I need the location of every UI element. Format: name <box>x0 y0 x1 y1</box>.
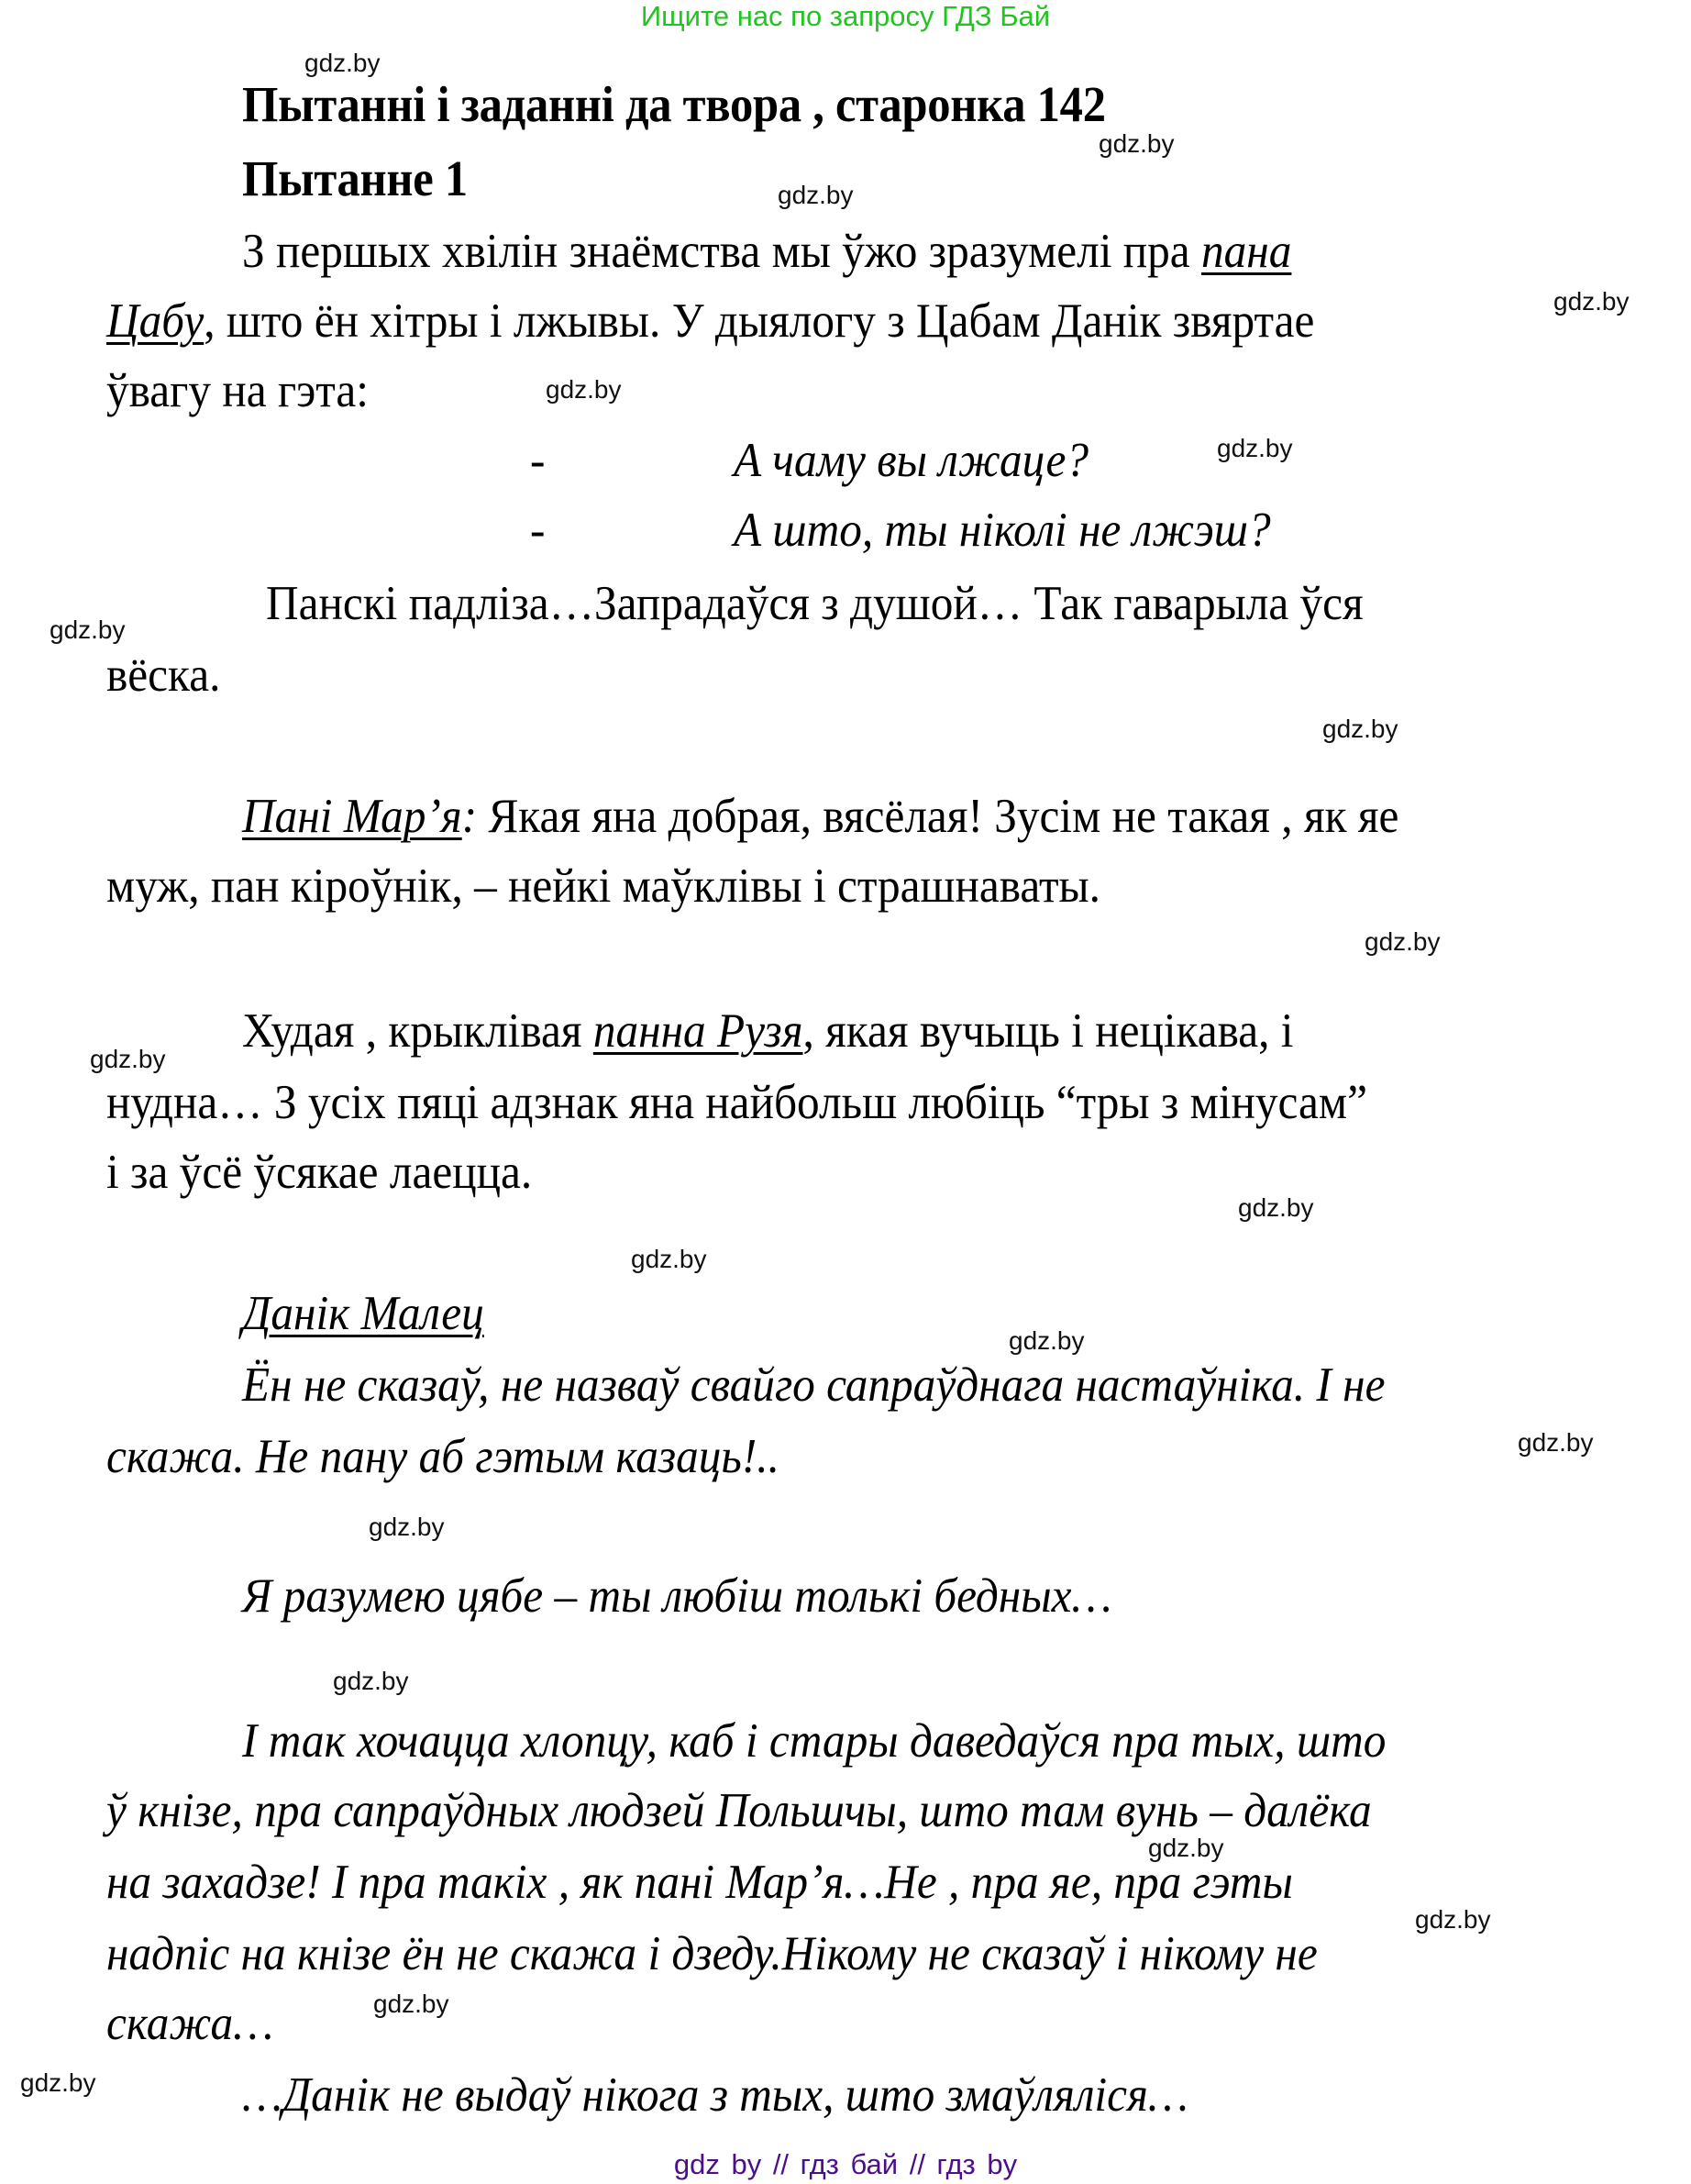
watermark: gdz.by <box>1148 1834 1224 1862</box>
dialogue-line: А чаму вы лжаце? <box>734 434 1089 487</box>
quote-3-line-5: скажа… <box>106 1997 274 2050</box>
watermark: gdz.by <box>1518 1428 1594 1457</box>
paragraph-1-line-2 <box>106 294 1314 349</box>
paragraph-4-line-2: нудна… З усіх пяці адзнак яна найбольш любіць “тры з мінусам” <box>106 1076 1367 1129</box>
watermark: gdz.by <box>1415 1905 1491 1934</box>
paragraph-4-line-1 <box>242 1003 1293 1059</box>
watermark: gdz.by <box>1238 1193 1314 1222</box>
character-name-marya: Пані Мар’я <box>242 790 462 843</box>
footer-links[interactable]: gdz by // гдз бай // гдз by <box>673 2148 1018 2180</box>
watermark: gdz.by <box>90 1045 166 1073</box>
paragraph-3-line-1 <box>242 789 1398 844</box>
watermark: gdz.by <box>1009 1326 1085 1355</box>
page-title: Пытанні і заданні да твора , старонка 142 <box>242 76 1106 132</box>
watermark: gdz.by <box>1322 715 1398 743</box>
paragraph-2-line-2: вёска. <box>106 649 221 702</box>
character-name-ruzya: панна Рузя <box>592 1004 803 1058</box>
paragraph-1-line-1 <box>242 224 1291 279</box>
quote-1-line-1: Ён не сказаў, не назваў свайго сапраўднага настаўніка. І не <box>242 1358 1386 1412</box>
question-heading: Пытанне 1 <box>242 150 468 206</box>
dialogue-dash: - <box>530 504 546 557</box>
character-name-tsab: пана <box>1201 225 1292 278</box>
quote-3-line-3: на захадзе! І пра такіх , як пані Мар’я…Не , пра яе, пра гэты <box>106 1856 1293 1909</box>
character-name-tsab: Цабу <box>106 294 204 348</box>
paragraph-4-line-3: і за ўсё ўсякае лаецца. <box>106 1146 533 1199</box>
watermark: gdz.by <box>1099 129 1175 158</box>
quote-4: …Данік не выдаў нікога з тых, што змаўляліся… <box>242 2068 1188 2122</box>
text: Якая яна добрая, вясёлая! Зусім не такая , як яе <box>477 790 1399 843</box>
text: , што ён хітры і лжывы. У дыялогу з Цабам Данік звяртае <box>204 294 1315 348</box>
watermark: gdz.by <box>50 615 126 644</box>
quote-2: Я разумею цябе – ты любіш толькі бедных… <box>242 1569 1112 1623</box>
character-name-danik: Данік Малец <box>242 1287 484 1340</box>
watermark: gdz.by <box>1365 927 1441 956</box>
dialogue-dash: - <box>530 434 546 487</box>
text: З першых хвілін знаёмства мы ўжо зразумелі пра <box>242 225 1202 278</box>
quote-1-line-2: скажа. Не пану аб гэтым казаць!.. <box>106 1430 779 1483</box>
paragraph-1-line-3: ўвагу на гэта: <box>106 364 370 417</box>
watermark: gdz.by <box>20 2068 96 2097</box>
watermark: gdz.by <box>373 1990 449 2018</box>
watermark: gdz.by <box>778 181 854 209</box>
quote-3-line-1: І так хочацца хлопцу, каб і стары даведаўся пра тых, што <box>242 1714 1387 1768</box>
watermark: gdz.by <box>369 1513 445 1541</box>
quote-3-line-4: надпіс на кнізе ён не скажа і дзеду.Нікому не сказаў і нікому не <box>106 1927 1318 1980</box>
watermark: gdz.by <box>631 1245 707 1273</box>
text: , якая вучыць і нецікава, і <box>802 1004 1294 1058</box>
search-banner[interactable]: Ищите нас по запросу ГДЗ Бай <box>640 0 1051 32</box>
paragraph-2-line-1: Панскі падліза…Запрадаўся з душой… Так гаварыла ўся <box>266 577 1364 630</box>
watermark: gdz.by <box>333 1667 409 1695</box>
watermark: gdz.by <box>1553 287 1630 316</box>
paragraph-3-line-2: муж, пан кіроўнік, – нейкі маўклівы і страшнаваты. <box>106 859 1100 913</box>
colon: : <box>461 790 478 843</box>
watermark: gdz.by <box>546 375 622 404</box>
text: Худая , крыклівая <box>242 1004 593 1058</box>
watermark: gdz.by <box>304 49 381 77</box>
quote-3-line-2: ў кнізе, пра сапраўдных людзей Польшчы, што там вунь – далёка <box>106 1784 1372 1837</box>
watermark: gdz.by <box>1217 434 1293 462</box>
dialogue-line: А што, ты ніколі не лжэш? <box>734 504 1271 557</box>
